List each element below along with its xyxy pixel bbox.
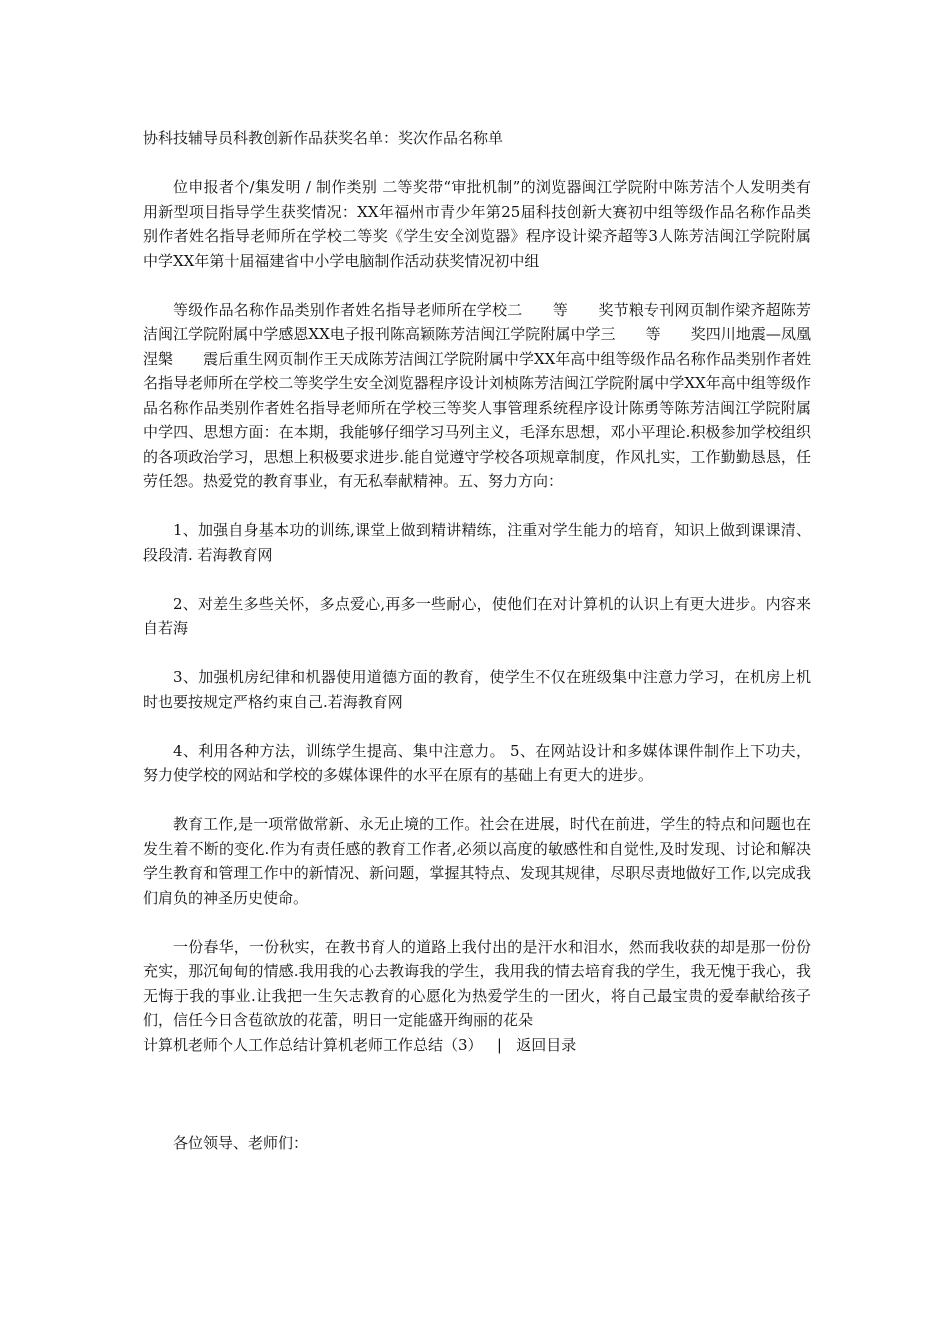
paragraph-awards-list: 等级作品名称作品类别作者姓名指导老师所在学校二 等 奖节粮专刊网页制作梁齐超陈芳洁闽江学院附属中学感恩XX电子报刊陈高颖陈芳洁闽江学院附属中学三 等 奖四川地震—凤凰涅槃 震后重生网页制作王天成陈芳洁闽江学院附属中学XX年高中组等级作品名称作品类别作者姓名指导老师所在学校二等奖学生安全浏览器程序设计刘桢陈芳洁闽江学院附属中学XX年高中组等级作品名称作品类别作者姓名指导老师所在学校三等奖人事管理系统程序设计陈勇等陈芳洁闽江学院附属中学四、思想方面：在本期，我能够仔细学习马列主义，毛泽东思想，邓小平理论.积极参加学校组织的各项政治学习，思想上积极要求进步.能自觉遵守学校各项规章制度，作风扎实，工作勤勤恳恳，任劳任怨。热爱党的教育事业，有无私奉献精神。五、努力方向： [143, 300, 811, 490]
paragraph-direction-2: 2、对差生多些关怀，多点爱心,再多一些耐心，使他们在对计算机的认识上有更大进步。内容来自若海 [143, 594, 811, 637]
document-page [143, 126, 811, 1180]
closing-text: 一份春华，一份秋实，在教书育人的道路上我付出的是汗水和泪水，然而我收获的却是那一份份充实，那沉甸甸的情感.我用我的心去教诲我的学生，我用我的情去培育我的学生，我无愧于我心，我无悔于我的事业.让我把一生矢志教育的心愿化为热爱学生的一团火，将自己最宝贵的爱奉献给孩子们，信任今日含苞欲放的花蕾，明日一定能盛开绚丽的花朵 [143, 937, 811, 1029]
article-title: 计算机老师个人工作总结计算机老师工作总结（3） [143, 1035, 483, 1054]
paragraph-direction-3: 3、加强机房纪律和机器使用道德方面的教育，使学生不仅在班级集中注意力学习，在机房上机时也要按规定严格约束自己.若海教育网 [143, 668, 811, 711]
paragraph-education-work: 教育工作,是一项常做常新、永无止境的工作。社会在进展，时代在前进，学生的特点和问题也在发生着不断的变化.作为有责任感的教育工作者,必须以高度的敏感性和自觉性,及时发现、讨论和解决学生教育和管理工作中的新情况、新问题，掌握其特点、发现其规律，尽职尽责地做好工作,以完成我们肩负的神圣历史使命。 [143, 815, 811, 907]
back-to-contents-link[interactable]: 返回目录 [516, 1035, 577, 1054]
paragraph-greeting: 各位领导、老师们： [173, 1133, 309, 1152]
document-heading: 协科技辅导员科教创新作品获奖名单：奖次作品名称单 [143, 129, 504, 147]
paragraph-closing [143, 935, 811, 1033]
paragraph-direction-4-5: 4、利用各种方法，训练学生提高、集中注意力。 5、在网站设计和多媒体课件制作上下功夫，努力使学校的网站和学校的多媒体课件的水平在原有的基础上有更大的进步。 [143, 741, 811, 784]
article-title-line [143, 1033, 811, 1058]
title-separator: | [496, 1035, 502, 1054]
spacer [143, 1057, 811, 1106]
paragraph-awards: 位申报者个/集发明 / 制作类别 二等奖带“审批机制”的浏览器闽江学院附中陈芳洁个人发明类有用新型项目指导学生获奖情况：XX年福州市青少年第25届科技创新大赛初中组等级作品名称作品类别作者姓名指导老师所在学校二等奖《学生安全浏览器》程序设计梁齐超等3人陈芳洁闽江学院附属中学XX年第十届福建省中小学电脑制作活动获奖情况初中组 [143, 178, 811, 270]
paragraph-direction-1: 1、加强自身基本功的训练,课堂上做到精讲精练，注重对学生能力的培育，知识上做到课课清、段段清. 若海教育网 [143, 521, 811, 564]
